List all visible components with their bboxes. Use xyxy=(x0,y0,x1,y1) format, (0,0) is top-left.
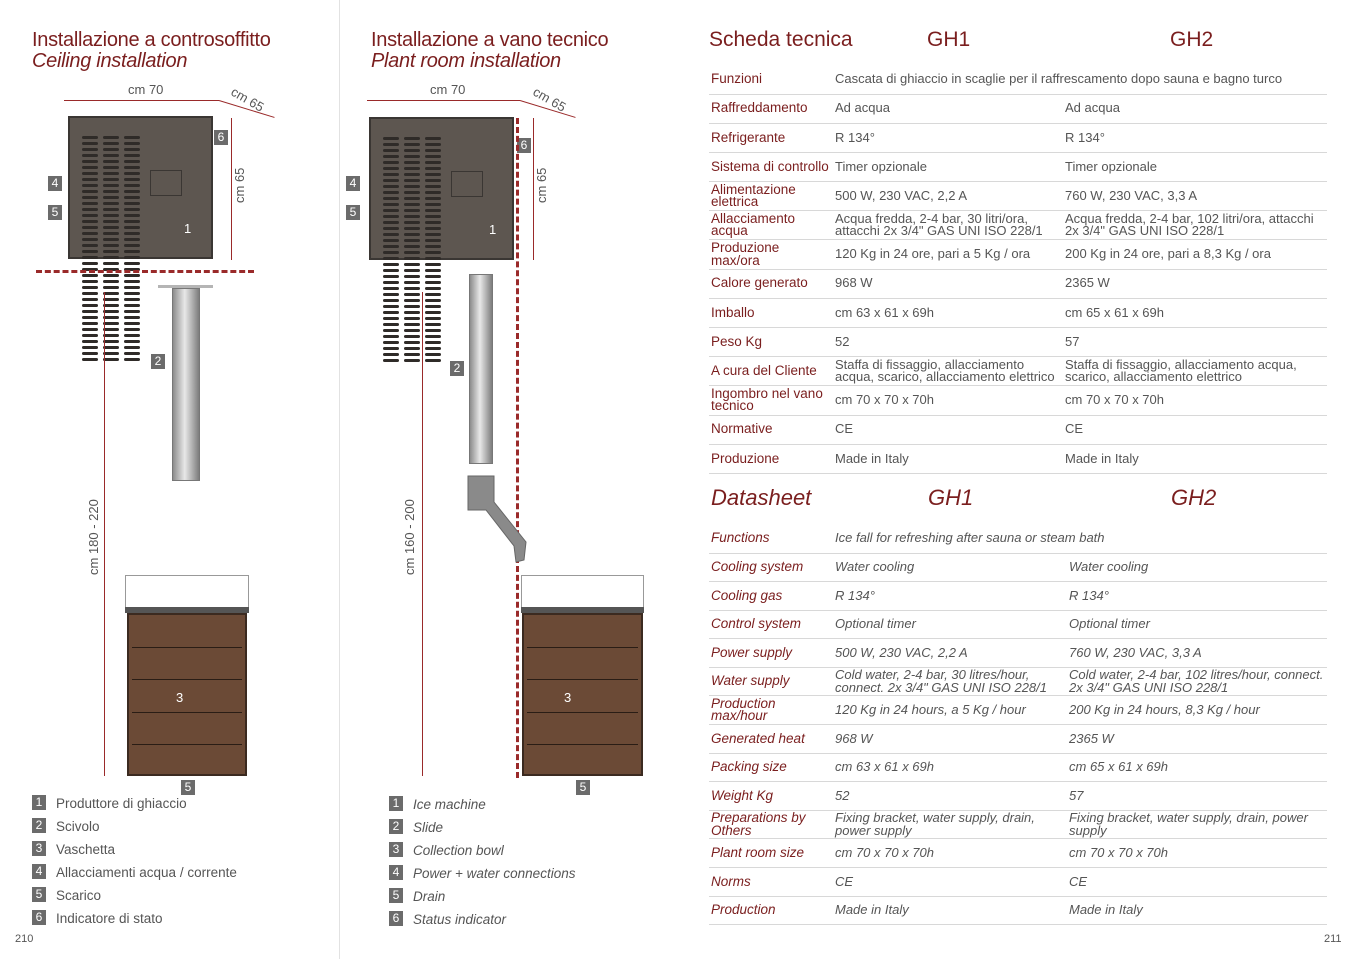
spec-row xyxy=(709,839,1327,868)
control-panel xyxy=(451,171,483,197)
spec-table-it xyxy=(709,64,1327,474)
spec-row xyxy=(709,386,1327,415)
label-1: 1 xyxy=(489,222,497,237)
spec-row xyxy=(709,753,1327,782)
bowl-slat xyxy=(527,679,638,680)
spec-value-gh2: 2365 W xyxy=(1063,269,1327,298)
spec-row xyxy=(709,696,1327,725)
spec-key: Cooling system xyxy=(709,553,833,582)
spec-value-gh1: 968 W xyxy=(833,269,1063,298)
spec-value-gh1: Acqua fredda, 2-4 bar, 30 litri/ora, attacchi 2x 3/4" GAS UNI ISO 228/1 xyxy=(833,211,1063,240)
spec-value: Cascata di ghiaccio in scaglie per il raffrescamento dopo sauna e bagno turco xyxy=(833,64,1327,94)
bowl-slat xyxy=(527,712,638,713)
spec-value-gh1: 500 W, 230 VAC, 2,2 A xyxy=(833,639,1067,668)
heading-gh2-en: GH2 xyxy=(1171,485,1217,510)
heading-datasheet: Datasheet xyxy=(711,485,812,510)
spec-row xyxy=(709,328,1327,357)
dim-total-label: cm 160 - 200 xyxy=(402,499,417,575)
page-number-left: 210 xyxy=(15,933,34,945)
spec-row xyxy=(709,524,1327,553)
ventilation-grille xyxy=(383,137,441,362)
spec-key: Normative xyxy=(709,415,833,444)
heading-scheda: Scheda tecnica xyxy=(709,28,853,51)
legend-item: 2 Slide xyxy=(389,819,689,839)
middle-page xyxy=(340,0,690,959)
spec-table-en xyxy=(709,524,1327,925)
spec-key: Packing size xyxy=(709,753,833,782)
spec-value-gh2: CE xyxy=(1067,868,1327,897)
spec-key: Weight Kg xyxy=(709,782,833,811)
badge-6: 6 xyxy=(517,138,531,153)
spec-value-gh2: cm 70 x 70 x 70h xyxy=(1063,386,1327,415)
spec-row xyxy=(709,810,1327,839)
spec-value-gh2: Water cooling xyxy=(1067,553,1327,582)
legend-item: 4 Allacciamenti acqua / corrente xyxy=(32,864,332,884)
dim-width-line xyxy=(367,100,520,101)
spec-key: Imballo xyxy=(709,298,833,327)
bowl-slat xyxy=(527,647,638,648)
dim-width-line xyxy=(64,100,219,101)
spec-row xyxy=(709,152,1327,181)
label-3: 3 xyxy=(564,690,572,705)
dim-height-label: cm 65 xyxy=(534,167,549,203)
pipe-flange xyxy=(158,285,213,288)
dim-width-label: cm 70 xyxy=(430,82,466,97)
dim-total-label: cm 180 - 220 xyxy=(86,499,101,575)
spec-value-gh2: Ad acqua xyxy=(1063,94,1327,123)
heading-gh1: GH1 xyxy=(927,28,971,51)
spec-value-gh2: R 134° xyxy=(1063,123,1327,152)
spec-row xyxy=(709,269,1327,298)
bowl-slat xyxy=(132,744,242,745)
elbow-pipe xyxy=(466,474,528,564)
spec-value-gh2: 760 W, 230 VAC, 3,3 A xyxy=(1067,639,1327,668)
collection-bowl xyxy=(522,613,643,776)
spec-value-gh2: Staffa di fissaggio, allacciamento acqua, scarico, allacciamento elettrico xyxy=(1063,357,1327,386)
dim-total-line xyxy=(422,292,423,776)
spec-value-gh2: 760 W, 230 VAC, 3,3 A xyxy=(1063,182,1327,211)
dim-depth-label: cm 65 xyxy=(530,84,569,115)
spec-value-gh2: 200 Kg in 24 hours, 8,3 Kg / hour xyxy=(1067,696,1327,725)
legend-item: 4 Power + water connections xyxy=(389,865,689,885)
spec-value-gh1: Water cooling xyxy=(833,553,1067,582)
spec-value-gh2: Optional timer xyxy=(1067,610,1327,639)
spec-value-gh2: 2365 W xyxy=(1067,725,1327,754)
spec-key: Plant room size xyxy=(709,839,833,868)
spec-key: A cura del Cliente xyxy=(709,357,833,386)
spec-value-gh1: CE xyxy=(833,868,1067,897)
spec-value-gh1: Optional timer xyxy=(833,610,1067,639)
badge-4: 4 xyxy=(48,176,62,191)
spec-value-gh1: 120 Kg in 24 ore, pari a 5 Kg / ora xyxy=(833,240,1063,269)
spec-row xyxy=(709,667,1327,696)
spec-value-gh2: cm 65 x 61 x 69h xyxy=(1067,753,1327,782)
spec-key: Produzione xyxy=(709,444,833,473)
legend-item: 1 Ice machine xyxy=(389,796,689,816)
spec-row xyxy=(709,357,1327,386)
title-ceiling-it: Installazione a controsoffitto xyxy=(32,29,271,51)
dim-depth-label: cm 65 xyxy=(228,84,267,115)
spec-row xyxy=(709,868,1327,897)
wall-line xyxy=(516,118,519,778)
spec-row xyxy=(709,415,1327,444)
spec-key: Generated heat xyxy=(709,725,833,754)
left-page xyxy=(0,0,340,959)
title-plant-it: Installazione a vano tecnico xyxy=(371,29,609,51)
spec-key: Cooling gas xyxy=(709,582,833,611)
spec-value-gh1: cm 63 x 61 x 69h xyxy=(833,753,1067,782)
spec-row xyxy=(709,211,1327,240)
spec-value-gh1: Timer opzionale xyxy=(833,152,1063,181)
spec-row xyxy=(709,725,1327,754)
spec-value-gh1: R 134° xyxy=(833,123,1063,152)
spec-value-gh2: CE xyxy=(1063,415,1327,444)
control-panel xyxy=(150,170,182,196)
spec-value-gh1: cm 70 x 70 x 70h xyxy=(833,386,1063,415)
spec-value-gh1: 52 xyxy=(833,328,1063,357)
badge-2: 2 xyxy=(151,354,165,369)
spec-row xyxy=(709,582,1327,611)
spec-row xyxy=(709,553,1327,582)
spec-value-gh2: 200 Kg in 24 ore, pari a 8,3 Kg / ora xyxy=(1063,240,1327,269)
badge-5: 5 xyxy=(48,205,62,220)
legend-item: 5 Scarico xyxy=(32,887,332,907)
spec-value-gh2: cm 65 x 61 x 69h xyxy=(1063,298,1327,327)
slide-pipe xyxy=(172,288,200,481)
spec-value-gh2: R 134° xyxy=(1067,582,1327,611)
legend-item: 6 Indicatore di stato xyxy=(32,910,332,930)
label-1: 1 xyxy=(184,221,192,236)
spec-value-gh2: 57 xyxy=(1067,782,1327,811)
spec-key: Water supply xyxy=(709,667,833,696)
label-3: 3 xyxy=(176,690,184,705)
spec-key: Calore generato xyxy=(709,269,833,298)
badge-5: 5 xyxy=(346,205,360,220)
dim-height-label: cm 65 xyxy=(232,167,247,203)
spec-key: Alimentazione elettrica xyxy=(709,182,833,211)
slide-pipe xyxy=(469,274,493,464)
spec-value-gh1: Fixing bracket, water supply, drain, power supply xyxy=(833,810,1067,839)
badge-5-drain: 5 xyxy=(181,780,195,795)
spec-value-gh1: Cold water, 2-4 bar, 30 litres/hour, connect. 2x 3/4" GAS UNI ISO 228/1 xyxy=(833,667,1067,696)
bowl-top xyxy=(521,575,644,608)
spec-value-gh2: Timer opzionale xyxy=(1063,152,1327,181)
spec-key: Funzioni xyxy=(709,64,833,94)
title-ceiling-en: Ceiling installation xyxy=(32,50,188,72)
spec-key: Refrigerante xyxy=(709,123,833,152)
spec-key: Peso Kg xyxy=(709,328,833,357)
spec-key: Ingombro nel vano tecnico xyxy=(709,386,833,415)
spec-value-gh1: CE xyxy=(833,415,1063,444)
spec-value-gh1: cm 63 x 61 x 69h xyxy=(833,298,1063,327)
spec-value-gh2: 57 xyxy=(1063,328,1327,357)
heading-gh1-en: GH1 xyxy=(928,485,974,510)
legend-item: 3 Collection bowl xyxy=(389,842,689,862)
spec-value-gh1: Made in Italy xyxy=(833,444,1063,473)
bowl-top xyxy=(125,575,249,608)
spec-key: Produzione max/ora xyxy=(709,240,833,269)
spec-key: Power supply xyxy=(709,639,833,668)
spec-row xyxy=(709,123,1327,152)
ice-machine xyxy=(68,116,213,259)
badge-5-drain: 5 xyxy=(576,780,590,795)
legend-item: 1 Produttore di ghiaccio xyxy=(32,795,332,815)
title-plant-en: Plant room installation xyxy=(371,50,561,72)
spec-key: Production xyxy=(709,896,833,925)
spec-key: Preparations by Others xyxy=(709,810,833,839)
bowl-slat xyxy=(132,647,242,648)
spec-value-gh1: 968 W xyxy=(833,725,1067,754)
badge-2: 2 xyxy=(450,361,464,376)
spec-key: Allacciamento acqua xyxy=(709,211,833,240)
spec-key: Sistema di controllo xyxy=(709,152,833,181)
spec-value-gh1: cm 70 x 70 x 70h xyxy=(833,839,1067,868)
spec-key: Production max/hour xyxy=(709,696,833,725)
legend-item: 6 Status indicator xyxy=(389,911,689,931)
spec-row xyxy=(709,182,1327,211)
right-page xyxy=(690,0,1356,959)
spec-value-gh1: R 134° xyxy=(833,582,1067,611)
badge-4: 4 xyxy=(346,176,360,191)
spec-value-gh2: Fixing bracket, water supply, drain, power supply xyxy=(1067,810,1327,839)
dim-total-line xyxy=(104,292,105,776)
ceiling-line xyxy=(36,270,254,273)
legend-item: 2 Scivolo xyxy=(32,818,332,838)
spec-value-gh2: Made in Italy xyxy=(1067,896,1327,925)
badge-6: 6 xyxy=(214,130,228,145)
spec-row xyxy=(709,896,1327,925)
spec-row xyxy=(709,64,1327,94)
spec-value: Ice fall for refreshing after sauna or steam bath xyxy=(833,524,1327,553)
spec-row xyxy=(709,298,1327,327)
spec-value-gh1: Made in Italy xyxy=(833,896,1067,925)
ventilation-grille xyxy=(82,136,140,361)
spec-value-gh1: Ad acqua xyxy=(833,94,1063,123)
bowl-slat xyxy=(527,744,638,745)
dim-width-label: cm 70 xyxy=(128,82,164,97)
legend-item: 5 Drain xyxy=(389,888,689,908)
spec-value-gh2: cm 70 x 70 x 70h xyxy=(1067,839,1327,868)
spec-key: Control system xyxy=(709,610,833,639)
spec-key: Norms xyxy=(709,868,833,897)
spec-value-gh1: 52 xyxy=(833,782,1067,811)
collection-bowl xyxy=(127,613,247,776)
spec-value-gh1: 500 W, 230 VAC, 2,2 A xyxy=(833,182,1063,211)
heading-gh2: GH2 xyxy=(1170,28,1214,51)
ice-machine xyxy=(369,117,514,260)
page-number-right: 211 xyxy=(1324,933,1342,945)
spec-row xyxy=(709,444,1327,473)
spec-value-gh2: Acqua fredda, 2-4 bar, 102 litri/ora, attacchi 2x 3/4" GAS UNI ISO 228/1 xyxy=(1063,211,1327,240)
spec-value-gh1: 120 Kg in 24 hours, a 5 Kg / hour xyxy=(833,696,1067,725)
spec-value-gh1: Staffa di fissaggio, allacciamento acqua, scarico, allacciamento elettrico xyxy=(833,357,1063,386)
spec-value-gh2: Cold water, 2-4 bar, 102 litres/hour, connect. 2x 3/4" GAS UNI ISO 228/1 xyxy=(1067,667,1327,696)
spec-row xyxy=(709,610,1327,639)
spec-value-gh2: Made in Italy xyxy=(1063,444,1327,473)
spec-key: Raffreddamento xyxy=(709,94,833,123)
spec-row xyxy=(709,782,1327,811)
spec-row xyxy=(709,240,1327,269)
spec-row xyxy=(709,639,1327,668)
bowl-slat xyxy=(132,712,242,713)
bowl-slat xyxy=(132,679,242,680)
spec-key: Functions xyxy=(709,524,833,553)
spec-row xyxy=(709,94,1327,123)
legend-item: 3 Vaschetta xyxy=(32,841,332,861)
